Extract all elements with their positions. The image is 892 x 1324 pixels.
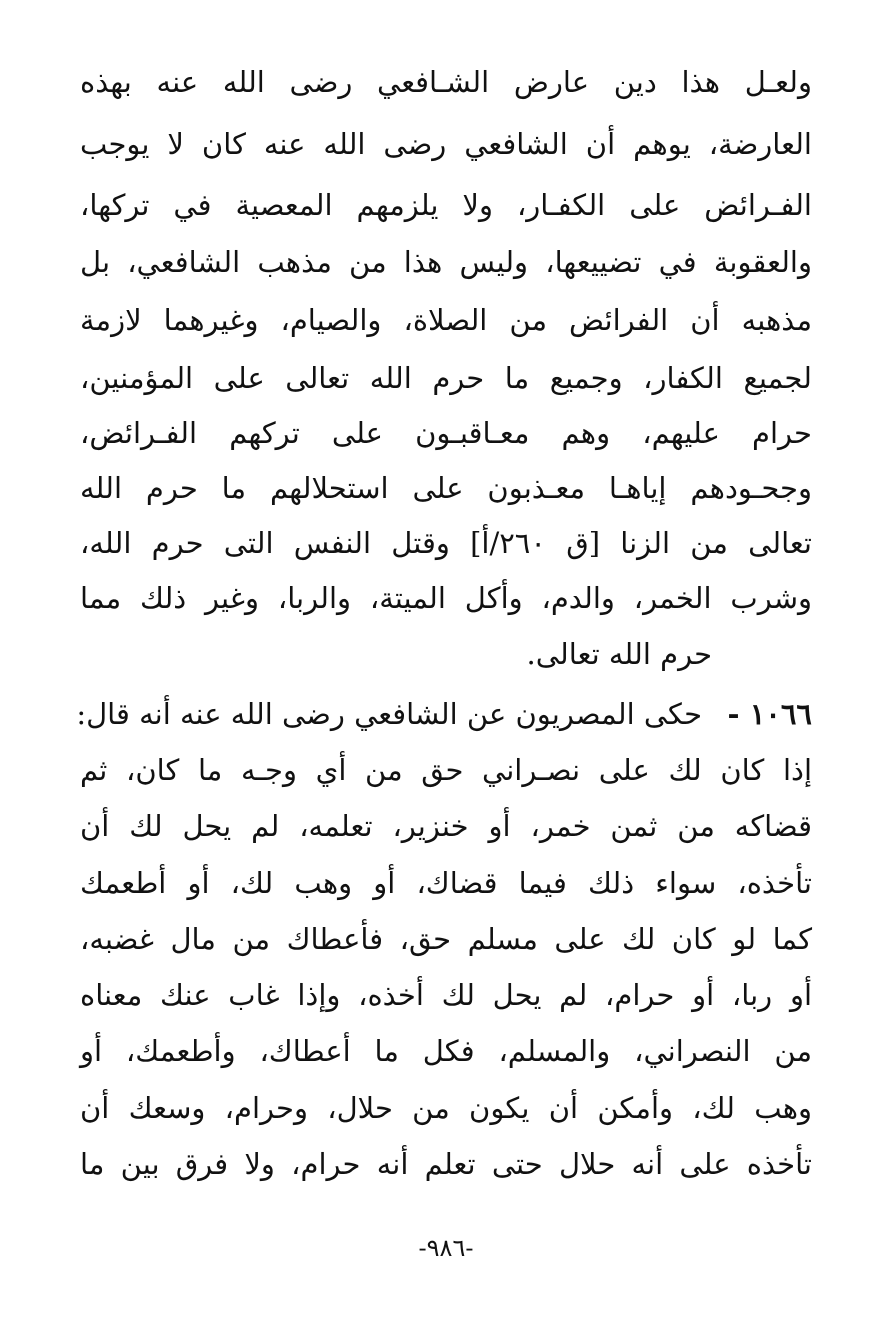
paragraph-line: وشرب الخمر، والدم، وأكل الميتة، والربا، وغير ذلك مما bbox=[80, 581, 812, 615]
paragraph-line: لجميع الكفار، وجميع ما حرم الله تعالى على المؤمنين، bbox=[80, 361, 812, 395]
entry-line: تأخذه، سواء ذلك فيما قضاك، أو وهب لك، أو أطعمك bbox=[80, 866, 812, 900]
entry-line: وهب لك، وأمكن أن يكون من حلال، وحرام، وسعك أن bbox=[80, 1091, 812, 1125]
entry-line: كما لو كان لك على مسلم حق، فأعطاك من مال غضبه، bbox=[80, 922, 812, 956]
page-number: -٩٨٦- bbox=[418, 1234, 474, 1262]
entry-line: إذا كان لك على نصـراني حق من أي وجـه ما كان، ثم bbox=[80, 753, 812, 787]
entry-number-value: ١٠٦٦ bbox=[749, 697, 812, 731]
paragraph-line: الفـرائض على الكفـار، ولا يلزمهم المعصية في تركها، bbox=[80, 188, 812, 222]
paragraph-line: والعقوبة في تضييعها، وليس هذا من مذهب الشافعي، بل bbox=[80, 245, 812, 279]
entry-first-line: حكى المصريون عن الشافعي رضى الله عنه أنه قال: bbox=[76, 697, 702, 731]
paragraph-line: حرام عليهم، وهم معـاقبـون على تركهم الفـرائض، bbox=[80, 416, 812, 450]
paragraph-line: تعالى من الزنا [ق ٢٦٠/أ] وقتل النفس التى حرم الله، bbox=[80, 526, 812, 560]
entry-line: تأخذه على أنه حلال حتى تعلم أنه حرام، ولا فرق بين ما bbox=[80, 1147, 812, 1181]
paragraph-line: وجحـودهم إياهـا معـذبون على استحلالهم ما حرم الله bbox=[80, 471, 812, 505]
entry-line: أو ربا، أو حرام، لم يحل لك أخذه، وإذا غاب عنك معناه bbox=[80, 978, 812, 1012]
entry-line: قضاكه من ثمن خمر، أو خنزير، تعلمه، لم يحل لك أن bbox=[80, 809, 812, 843]
paragraph-line: العارضة، يوهم أن الشافعي رضى الله عنه كان لا يوجب bbox=[80, 127, 812, 161]
entry-number bbox=[728, 686, 812, 742]
paragraph-last-line: حرم الله تعالى. bbox=[526, 637, 712, 671]
entry-line: من النصراني، والمسلم، فكل ما أعطاك، وأطعمك، أو bbox=[80, 1034, 812, 1068]
entry-dash: - bbox=[727, 697, 740, 731]
paragraph-line: ولعـل هذا دين عارض الشـافعي رضى الله عنه بهذه bbox=[80, 65, 812, 99]
paragraph-line: مذهبه أن الفرائض من الصلاة، والصيام، وغيرهما لازمة bbox=[80, 303, 812, 337]
